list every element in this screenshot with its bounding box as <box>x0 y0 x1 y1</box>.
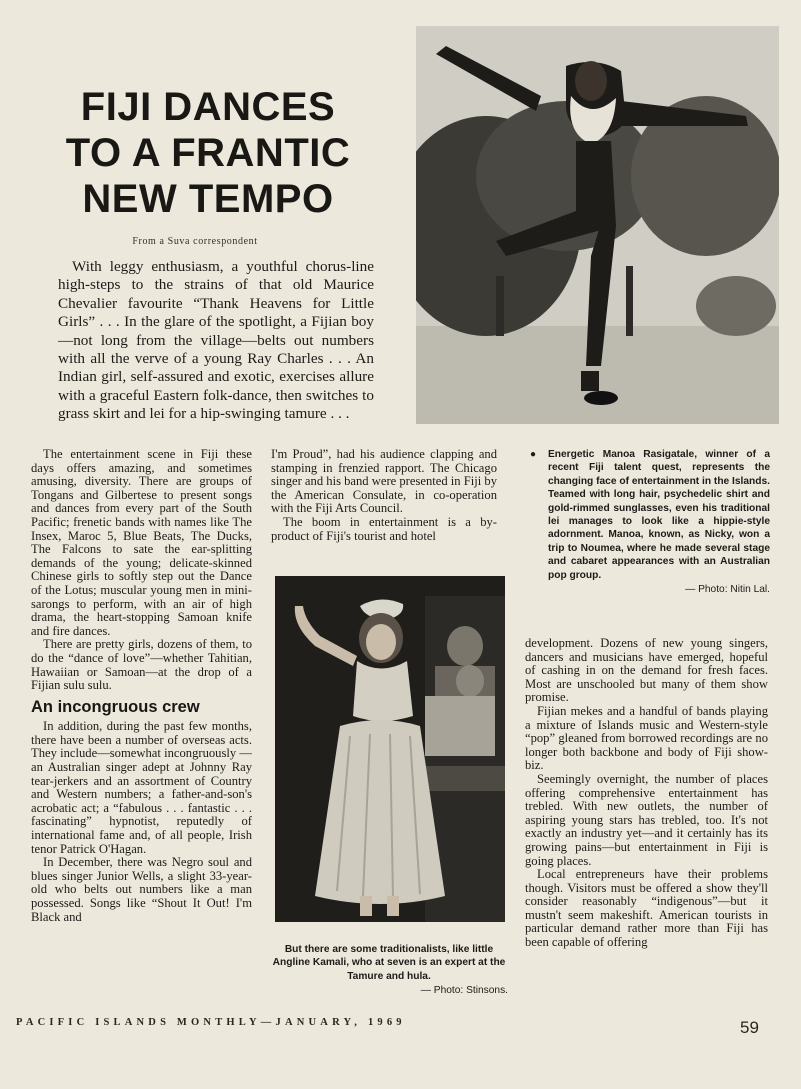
title-line-3: NEW TEMPO <box>82 177 334 221</box>
article-column-3 <box>525 637 768 950</box>
dancer-photo <box>416 26 779 424</box>
photo-credit: — Photo: Stinsons. <box>420 985 508 997</box>
body-paragraph: Seemingly overnight, the number of places offering comprehensive entertainment has trebled. With new outlets, the number of aspiring young stars has trebled, too. It's not exactly an industry yet—and it certainly has its growing pains—but entertainment in Fiji is going places. <box>525 771 768 868</box>
page-footer: PACIFIC ISLANDS MONTHLY—JANUARY, 1969 <box>16 1017 406 1028</box>
body-paragraph: In December, there was Negro soul and blues singer Junior Wells, a slight 33-year-old who belts out numbers like a man possessed. Songs like “Shout It Out! I'm Black and <box>31 855 252 924</box>
girl-hula-photo <box>275 576 505 922</box>
body-paragraph: There are pretty girls, dozens of them, to do the “dance of love”—whether Tahitian, Hawaiian or Samoan—at the drop of a Fijian sulu sulu. <box>31 637 252 693</box>
byline: From a Suva correspondent <box>132 236 258 247</box>
subheading: An incongruous crew <box>31 697 200 716</box>
bullet-icon: ● <box>530 449 537 460</box>
body-paragraph: development. Dozens of new young singers, dancers and musicians have emerged, hopeful of cashing in on the demand for fresh faces. Most are unschooled but many of them show promise. <box>525 636 768 705</box>
page-number: 59 <box>740 1018 759 1037</box>
girl-photo-caption <box>270 943 508 998</box>
caption-text: But there are some traditionalists, like little Angline Kamali, who at seven is an expert at the Tamure and hula. <box>272 944 506 982</box>
photo-credit: — Photo: Nitin Lal. <box>685 584 770 596</box>
body-paragraph: I'm Proud”, had his audience clapping and stamping in frenzied rapport. The Chicago singer and his band were presented in Fiji by the American Consulate, in co-operation with the Fiji Arts Council. <box>271 447 497 516</box>
caption-text: Energetic Manoa Rasigatale, winner of a recent Fiji talent quest, represents the changing face of entertainment in the Islands. Teamed with long hair, psychedelic shirt and gold-rimmed sunglasses, even his traditional lei manages to look like a hippie-style adornment. Manoa, known, as Nicky, won a trip to Noumea, where he made several stage and cabaret appearances with an Australian pop group. <box>548 449 770 581</box>
article-column-2 <box>271 448 497 543</box>
title-line-2: TO A FRANTIC <box>65 131 351 175</box>
body-paragraph: The entertainment scene in Fiji these days offers amazing, and sometimes amusing, diversity. There are groups of Tongans and Gilbertese to present songs and dances from every part of the South Pacific; frenetic bands with names like The Insex, Maroc 5, Blue Beats, The Ducks, The Falcons to sate the ear-splitting demands of the young; delicate-skinned Chinese girls to softly step out the Dance of the Lotus; muscular young men in mini-sarongs to perform, with an air of high drama, the heart-stopping Samoan knife and fire dances. <box>31 447 252 638</box>
body-paragraph: Fijian mekes and a handful of bands playing a mixture of Islands music and Western-style “pop” gleaned from borrowed recordings are no longer both backbone and body of Fiji show-biz. <box>525 703 768 773</box>
body-paragraph: In addition, during the past few months, there have been a number of overseas acts. They include—somewhat incongruously — an Australian singer adept at Johnny Ray tear-jerkers and an assortment of Country and Western numbers; a father-and-son's acrobatic act; a “fabulous . . . fantastic . . . fascinating” hypnotist, reputedly of international fame and, of all people, Irish tenor Patrick O'Hagan. <box>31 719 252 856</box>
intro-paragraph: With leggy enthusiasm, a youthful chorus-line high-steps to the strains of that old Maurice Chevalier favourite “Thank Heavens for Little Girls” . . . In the glare of the spotlight, a Fijian boy—not long from the village—belts out numbers with all the verve of a young Ray Charles . . . An Indian girl, self-assured and exotic, exercises allure with a graceful Eastern folk-dance, then switches to grass skirt and lei for a hip-swinging tamure . . . <box>58 258 374 423</box>
body-paragraph: Local entrepreneurs have their problems though. Visitors must be offered a show they'll consider reasonably “indigenous”—but it mustn't seem makeshift. American tourists in particular demand rather more than Fiji has been capable of offering <box>525 867 768 950</box>
article-column-1 <box>31 448 252 924</box>
body-paragraph: The boom in entertainment is a by-product of Fiji's tourist and hotel <box>271 514 497 543</box>
article-title <box>28 84 388 222</box>
title-line-1: FIJI DANCES <box>80 85 336 129</box>
dancer-photo-caption <box>532 448 770 596</box>
